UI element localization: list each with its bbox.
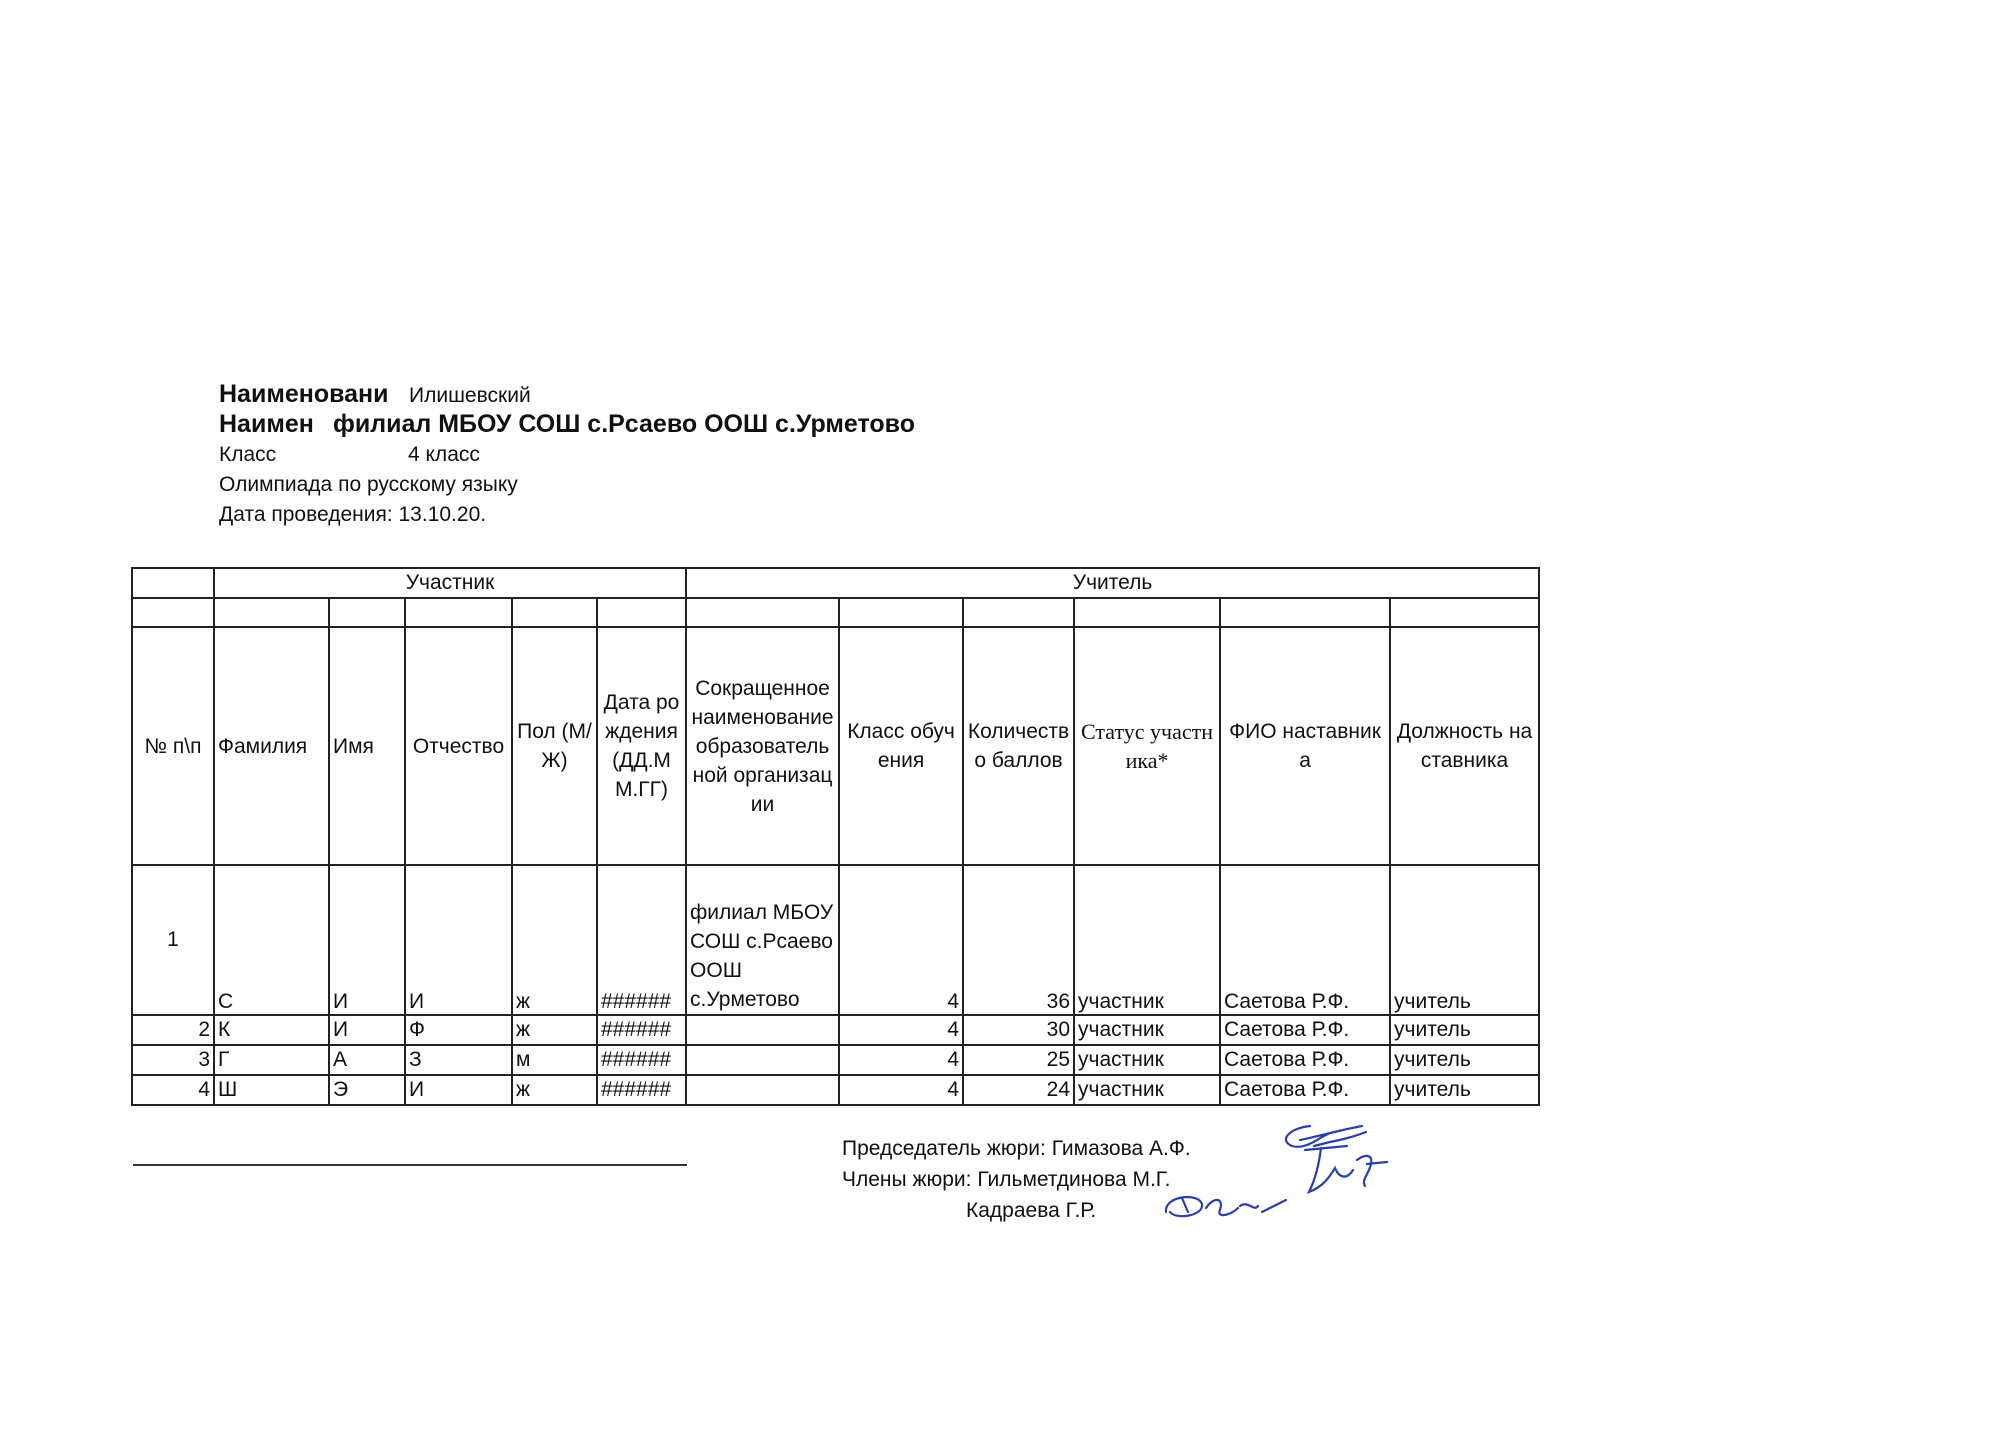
col-header-surname: Фамилия (214, 627, 329, 865)
cell-patronymic: З (405, 1045, 512, 1075)
cell-org (686, 1015, 839, 1045)
cell-mentor: Саетова Р.Ф. (1220, 1075, 1390, 1105)
header-line-olympiad (219, 470, 1119, 500)
col-header-org: Сокращенное наименование образовательной организации (686, 627, 839, 865)
table-row (132, 1015, 1539, 1045)
cell-surname: Г (214, 1045, 329, 1075)
cell-status: участник (1074, 1075, 1220, 1105)
document-header (219, 380, 1119, 530)
cell-position: учитель (1390, 1015, 1539, 1045)
cell-name: И (329, 865, 405, 1015)
cell-dob: ###### (597, 865, 686, 1015)
cell-grade: 4 (839, 1075, 963, 1105)
cell-patronymic: Ф (405, 1015, 512, 1045)
district-label: Наименовани (219, 380, 389, 408)
jury-chair: Председатель жюри: Гимазова А.Ф. (842, 1137, 1191, 1160)
cell-mentor: Саетова Р.Ф. (1220, 1015, 1390, 1045)
cell-mentor: Саетова Р.Ф. (1220, 1045, 1390, 1075)
event-date: Дата проведения: 13.10.20. (219, 503, 487, 526)
table-row (132, 1075, 1539, 1105)
cell-num: 3 (132, 1045, 214, 1075)
cell-sex: ж (512, 1075, 597, 1105)
cell-position: учитель (1390, 865, 1539, 1015)
cell-position: учитель (1390, 1045, 1539, 1075)
group-header-row (132, 568, 1539, 598)
signature-rule (133, 1164, 687, 1166)
jury-members: Члены жюри: Гильметдинова М.Г. (842, 1168, 1171, 1191)
group-header-participant: Участник (214, 568, 686, 598)
col-header-dob: Дата рождения (ДД.ММ.ГГ) (597, 627, 686, 865)
cell-org (686, 1045, 839, 1075)
col-header-grade: Класс обучения (839, 627, 963, 865)
cell-surname: К (214, 1015, 329, 1045)
cell-score: 24 (963, 1075, 1074, 1105)
cell-name: И (329, 1015, 405, 1045)
col-header-num: № п\п (132, 627, 214, 865)
cell-mentor: Саетова Р.Ф. (1220, 865, 1390, 1015)
class-value: 4 класс (408, 443, 480, 466)
header-line-district (219, 380, 1119, 410)
cell-position: учитель (1390, 1075, 1539, 1105)
table-row (132, 1045, 1539, 1075)
results-table (131, 567, 1540, 1106)
cell-status: участник (1074, 1045, 1220, 1075)
cell-dob: ###### (597, 1015, 686, 1045)
school-label: Наимен (219, 410, 314, 438)
cell-dob: ###### (597, 1045, 686, 1075)
cell-score: 36 (963, 865, 1074, 1015)
cell-name: А (329, 1045, 405, 1075)
cell-sex: м (512, 1045, 597, 1075)
cell-sex: ж (512, 865, 597, 1015)
spacer-row (132, 598, 1539, 627)
cell-status: участник (1074, 1015, 1220, 1045)
cell-dob: ###### (597, 1075, 686, 1105)
cell-grade: 4 (839, 1015, 963, 1045)
header-line-school (219, 410, 1119, 440)
cell-score: 30 (963, 1015, 1074, 1045)
cell-org: филиал МБОУ СОШ с.Рсаево ООШ с.Урметово (686, 865, 839, 1015)
header-line-class (219, 440, 1119, 470)
jury-member-2: Кадраева Г.Р. (966, 1199, 1097, 1222)
cell-surname: С (214, 865, 329, 1015)
group-header-teacher: Учитель (686, 568, 1539, 598)
cell-org (686, 1075, 839, 1105)
cell-score: 25 (963, 1045, 1074, 1075)
cell-sex: ж (512, 1015, 597, 1045)
cell-patronymic: И (405, 1075, 512, 1105)
cell-surname: Ш (214, 1075, 329, 1105)
col-header-position: Должность наставника (1390, 627, 1539, 865)
cell-num: 4 (132, 1075, 214, 1105)
class-label: Класс (219, 443, 277, 466)
olympiad-title: Олимпиада по русскому языку (219, 473, 518, 496)
school-value: филиал МБОУ СОШ с.Рсаево ООШ с.Урметово (333, 410, 915, 438)
cell-status: участник (1074, 865, 1220, 1015)
member-2-signature-icon (1158, 1182, 1308, 1226)
col-header-mentor: ФИО наставника (1220, 627, 1390, 865)
col-header-patronymic: Отчество (405, 627, 512, 865)
cell-grade: 4 (839, 1045, 963, 1075)
cell-num: 2 (132, 1015, 214, 1045)
group-header-empty (132, 568, 214, 598)
district-value: Илишевский (409, 384, 531, 407)
col-header-sex: Пол (М/Ж) (512, 627, 597, 865)
table-row (132, 865, 1539, 1015)
col-header-score: Количество баллов (963, 627, 1074, 865)
cell-num: 1 (132, 865, 214, 1015)
member-signature-icon (1295, 1140, 1395, 1200)
col-header-name: Имя (329, 627, 405, 865)
cell-grade: 4 (839, 865, 963, 1015)
column-header-row (132, 627, 1539, 865)
cell-patronymic: И (405, 865, 512, 1015)
header-line-date (219, 500, 1119, 530)
cell-name: Э (329, 1075, 405, 1105)
col-header-status: Статус участника* (1074, 627, 1220, 865)
